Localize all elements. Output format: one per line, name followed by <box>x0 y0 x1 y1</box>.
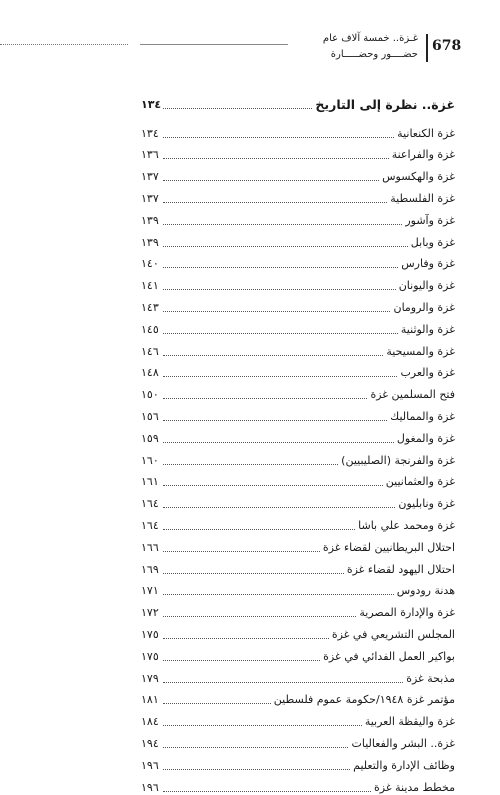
toc-entry-page: ١٧٥ <box>141 627 159 641</box>
toc-entry-page: ١٣٦ <box>141 148 159 162</box>
toc-dot-leader <box>163 550 320 552</box>
toc-entry-title: غزة وبابل <box>410 235 455 249</box>
toc-dot-leader <box>163 572 344 574</box>
toc-entry <box>141 184 455 206</box>
toc-entry-title: مخطط مدينة غزة <box>374 780 455 794</box>
toc-dot-leader <box>163 107 312 109</box>
toc-dot-leader <box>163 288 396 290</box>
toc-entry <box>141 489 455 511</box>
toc-entry-title: غزة والفراعنة <box>391 148 455 162</box>
toc-dot-leader <box>163 354 383 356</box>
toc-entry-page: ١٥٩ <box>141 431 159 445</box>
toc-entry <box>141 424 455 446</box>
toc-entry <box>141 359 455 381</box>
toc-dot-leader <box>163 463 338 465</box>
toc-dot-leader <box>163 484 383 486</box>
toc-entry <box>141 402 455 424</box>
toc-entry <box>141 250 455 272</box>
toc-dot-leader <box>163 506 395 508</box>
toc-entry-title: احتلال البريطانيين لقضاء غزة <box>322 540 455 554</box>
toc-entry-title: مؤتمر غزة ١٩٤٨/حكومة عموم فلسطين <box>273 693 455 707</box>
toc-dot-leader <box>163 790 371 792</box>
toc-entry-page: ١٤٨ <box>141 366 159 380</box>
toc-entry <box>141 271 455 293</box>
toc-dot-leader <box>163 528 355 530</box>
toc-dot-leader <box>163 419 387 421</box>
toc-entry-page: ١٣٧ <box>141 170 159 184</box>
toc-entry-title: غزة الكنعانية <box>397 126 455 140</box>
toc-entry <box>141 729 455 751</box>
toc-entry-title: غزة والمماليك <box>390 409 455 423</box>
running-title: غـزة.. خمسة آلاف عام <box>322 33 418 44</box>
header-dotted-rule <box>0 44 128 45</box>
toc-entry-title: غزة والعرب <box>400 366 455 380</box>
toc-dot-leader <box>163 681 403 683</box>
toc-entry-page: ١٤٥ <box>141 322 159 336</box>
toc-dot-leader <box>163 375 397 377</box>
toc-entry-title: غزة واليونان <box>398 279 455 293</box>
toc-entry-title: غزة وآشور <box>405 213 455 227</box>
toc-entry-title: غزة والعثمانيين <box>385 475 455 489</box>
toc-entry-page: ١٥٠ <box>141 388 159 402</box>
toc-entry <box>141 468 455 490</box>
toc-entry-page: ١٧٥ <box>141 649 159 663</box>
toc-entry-title: غزة.. البشر والفعاليات <box>351 736 455 750</box>
toc-entry-title: غزة والإدارة المصرية <box>359 606 455 620</box>
toc-entry <box>141 577 455 599</box>
toc-entry <box>141 162 455 184</box>
toc-entry <box>141 228 455 250</box>
toc-dot-leader <box>163 266 398 268</box>
toc-entry-title: غزة والوثنية <box>400 322 455 336</box>
toc-dot-leader <box>163 724 362 726</box>
toc-entry-page: ١٦٤ <box>141 518 159 532</box>
toc-entry-title: فتح المسلمين غزة <box>370 388 455 402</box>
toc-dot-leader <box>163 223 402 225</box>
toc-entry-title: غزة والفرنجة (الصليبيين) <box>341 453 455 467</box>
toc-entry <box>141 620 455 642</box>
page-number: 678 <box>432 38 462 54</box>
toc-entry-page: ١٧١ <box>141 584 159 598</box>
toc-entry-page: ١٤٣ <box>141 300 159 314</box>
toc-dot-leader <box>163 768 350 770</box>
toc-section-heading <box>141 90 455 112</box>
toc-entry-page: ١٦١ <box>141 475 159 489</box>
header-divider <box>426 34 428 62</box>
toc-entry-title: غزة ونابليون <box>398 497 455 511</box>
toc-entry-page: ١٦٠ <box>141 453 159 467</box>
toc-dot-leader <box>163 615 356 617</box>
toc-entry-title: غزة والمغول <box>396 431 455 445</box>
toc-dot-leader <box>163 441 394 443</box>
toc-entry-title: غزة والرومان <box>393 300 455 314</box>
toc-entry-title: غزة وفارس <box>401 257 455 271</box>
toc-entry <box>141 751 455 773</box>
toc-entry-page: ١٤٠ <box>141 257 159 271</box>
toc-entry <box>141 141 455 163</box>
toc-entry <box>141 293 455 315</box>
toc-entry-page: ١٤١ <box>141 279 159 293</box>
toc-entry <box>141 315 455 337</box>
toc-entry-title: غزة ومحمد علي باشا <box>358 518 455 532</box>
toc-dot-leader <box>163 746 348 748</box>
toc-entry <box>141 206 455 228</box>
toc-entry-title: مذبحة غزة <box>406 671 455 685</box>
toc-dot-leader <box>163 201 387 203</box>
running-subtitle: حضــــور وحضـــــارة <box>330 49 418 60</box>
toc-entry-page: ١٨١ <box>141 693 159 707</box>
toc-entry-page: ١٣٩ <box>141 213 159 227</box>
toc-entry-page: ١٧٩ <box>141 671 159 685</box>
toc-entry-page: ١٣٧ <box>141 191 159 205</box>
toc-entry-page: ١٣٩ <box>141 235 159 249</box>
toc-entry-page: ١٣٤ <box>141 126 159 140</box>
toc-entry-title: غزة.. نظرة إلى التاريخ <box>315 96 455 112</box>
toc-dot-leader <box>163 637 329 639</box>
toc-dot-leader <box>163 659 320 661</box>
toc-entry-page: ١٨٤ <box>141 715 159 729</box>
toc-entry <box>141 533 455 555</box>
toc-entry-title: غزة واليقظة العربية <box>364 715 455 729</box>
toc-entry <box>141 446 455 468</box>
toc-entry-title: هدنة رودوس <box>396 584 455 598</box>
toc-dot-leader <box>163 397 367 399</box>
toc-dot-leader <box>163 136 394 138</box>
toc-entry-page: ١٣٤ <box>141 97 162 111</box>
toc-entry-page: ١٩٦ <box>141 758 159 772</box>
toc-entry <box>141 664 455 686</box>
toc-entry <box>141 707 455 729</box>
toc-entry-title: بواكير العمل الفدائي في غزة <box>323 649 455 663</box>
toc-entry-page: ١٦٩ <box>141 562 159 576</box>
toc-entry-title: غزة الفلسطية <box>390 191 455 205</box>
toc-entry-page: ١٤٦ <box>141 344 159 358</box>
toc-entry-title: احتلال اليهود لقضاء غزة <box>346 562 455 576</box>
toc-entry <box>141 511 455 533</box>
toc-entry-title: وظائف الإدارة والتعليم <box>353 758 455 772</box>
toc-entry-page: ١٥٦ <box>141 409 159 423</box>
toc-entry <box>141 380 455 402</box>
toc-entry-page: ١٩٤ <box>141 736 159 750</box>
toc-dot-leader <box>163 702 271 704</box>
toc-entry <box>141 119 455 141</box>
toc-dot-leader <box>163 179 379 181</box>
toc-entry-title: غزة والهكسوس <box>382 170 455 184</box>
toc-entry-page: ١٦٦ <box>141 540 159 554</box>
toc-entry <box>141 773 455 795</box>
toc-dot-leader <box>163 157 389 159</box>
toc-entry-title: المجلس التشريعي في غزة <box>331 627 455 641</box>
toc-entry-page: ١٩٦ <box>141 780 159 794</box>
toc-dot-leader <box>163 593 394 595</box>
toc-dot-leader <box>163 332 398 334</box>
table-of-contents <box>141 90 455 795</box>
toc-entry <box>141 642 455 664</box>
toc-entry <box>141 555 455 577</box>
header-rule <box>140 44 288 45</box>
toc-entry-title: غزة والمسيحية <box>386 344 455 358</box>
toc-dot-leader <box>163 310 390 312</box>
toc-entry-page: ١٦٤ <box>141 497 159 511</box>
toc-dot-leader <box>163 245 408 247</box>
toc-entry <box>141 686 455 708</box>
toc-entry-page: ١٧٢ <box>141 606 159 620</box>
toc-entry <box>141 598 455 620</box>
toc-entry <box>141 337 455 359</box>
